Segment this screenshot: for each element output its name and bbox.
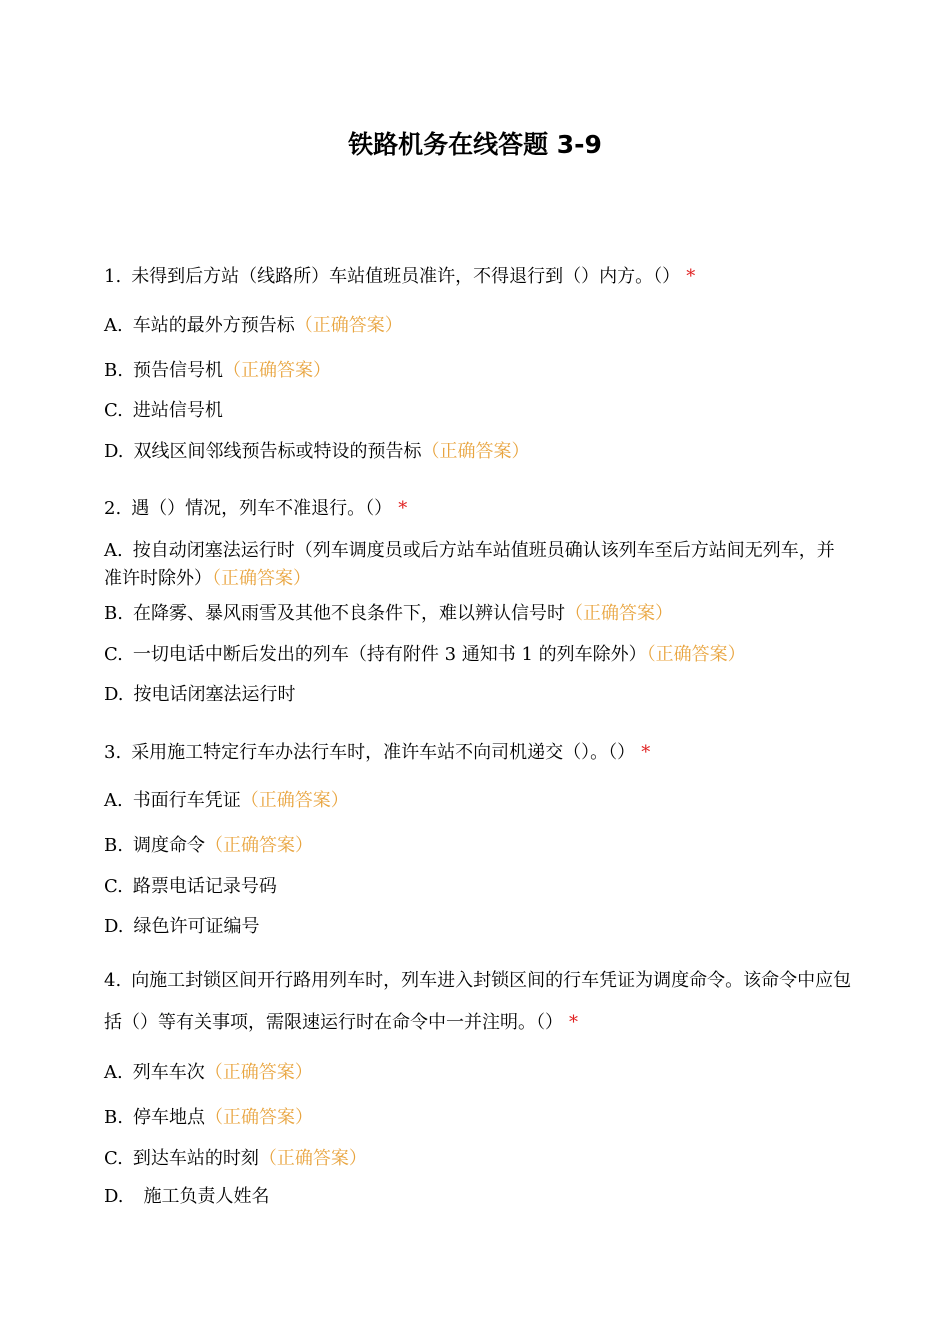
question-number: 2. — [104, 498, 122, 519]
correct-answer-label: （正确答案） — [222, 360, 331, 381]
option-text: 到达车站的时刻 — [132, 1148, 259, 1169]
option-text: 调度命令 — [132, 835, 205, 856]
question-1-option-b — [104, 357, 852, 385]
option-text: 绿色许可证编号 — [133, 916, 260, 937]
option-letter: D. — [104, 1186, 124, 1207]
question-2-option-b — [104, 600, 852, 628]
option-letter: C. — [104, 876, 123, 897]
option-letter: D. — [104, 684, 124, 705]
option-letter: A. — [104, 1062, 123, 1083]
question-2-option-d — [104, 681, 852, 709]
option-text: 书面行车凭证 — [132, 790, 241, 811]
question-4-text — [104, 960, 852, 1044]
question-stem: 未得到后方站（线路所）车站值班员准许，不得退行到（）内方。（） — [131, 266, 681, 287]
correct-answer-label: （正确答案） — [240, 790, 349, 811]
question-4-option-b — [104, 1104, 852, 1132]
question-3-option-d — [104, 913, 852, 941]
question-stem: 向施工封锁区间开行路用列车时，列车进入封锁区间的行车凭证为调度命令。该命令中应包括（）等有关事项，需限速运行时在命令中一并注明。（） — [104, 970, 852, 1033]
question-4-option-d — [104, 1183, 852, 1211]
option-text: 车站的最外方预告标 — [132, 315, 295, 336]
option-letter: B. — [104, 1107, 123, 1128]
correct-answer-label: （正确答案） — [258, 1148, 367, 1169]
option-letter: B. — [104, 603, 123, 624]
option-text: 路票电话记录号码 — [132, 876, 277, 897]
question-3-option-a — [104, 787, 852, 815]
question-stem: 采用施工特定行车办法行车时，准许车站不向司机递交（）。（） — [131, 742, 636, 763]
question-1-text — [104, 262, 852, 292]
required-asterisk: * — [569, 1012, 578, 1033]
correct-answer-label: （正确答案） — [204, 1062, 313, 1083]
option-text: 进站信号机 — [132, 400, 223, 421]
question-1-option-c — [104, 397, 852, 425]
option-text: 按电话闭塞法运行时 — [133, 684, 296, 705]
question-1-option-a — [104, 312, 852, 340]
question-stem: 遇（）情况，列车不准退行。（） — [131, 498, 393, 519]
option-letter: A. — [104, 540, 123, 561]
correct-answer-label: （正确答案） — [294, 315, 403, 336]
option-letter: C. — [104, 400, 123, 421]
correct-answer-label: （正确答案） — [646, 644, 746, 665]
option-text: 施工负责人姓名 — [143, 1186, 270, 1207]
option-text: 停车地点 — [132, 1107, 205, 1128]
question-2-option-a — [104, 537, 852, 593]
correct-answer-label: （正确答案） — [421, 441, 530, 462]
required-asterisk: * — [398, 498, 408, 519]
option-text: 预告信号机 — [132, 360, 223, 381]
option-letter: D. — [104, 441, 124, 462]
required-asterisk: * — [686, 266, 696, 287]
option-letter: C. — [104, 1148, 123, 1169]
question-4-option-a — [104, 1059, 852, 1087]
page-title: 铁路机务在线答题 3-9 — [348, 130, 602, 159]
option-text: 一切电话中断后发出的列车（持有附件 3 通知书 1 的列车除外） — [132, 644, 647, 665]
option-letter: B. — [104, 360, 123, 381]
option-text: 双线区间邻线预告标或特设的预告标 — [133, 441, 422, 462]
option-text: 按自动闭塞法运行时（列车调度员或后方站车站值班员确认该列车至后方站间无列车，并准许时除外） — [104, 540, 835, 589]
option-letter: D. — [104, 916, 124, 937]
question-number: 1. — [104, 266, 122, 287]
option-letter: C. — [104, 644, 123, 665]
option-text: 在降雾、暴风雨雪及其他不良条件下，难以辨认信号时 — [132, 603, 565, 624]
question-3-option-c — [104, 873, 852, 901]
question-number: 4. — [104, 970, 122, 991]
option-letter: A. — [104, 790, 123, 811]
correct-answer-label: （正确答案） — [204, 835, 313, 856]
option-letter: A. — [104, 315, 123, 336]
question-2-text — [104, 494, 852, 524]
correct-answer-label: （正确答案） — [204, 1107, 313, 1128]
question-2-option-c — [104, 641, 852, 669]
question-1-option-d — [104, 438, 852, 466]
option-letter: B. — [104, 835, 123, 856]
option-text: 列车车次 — [132, 1062, 205, 1083]
question-3-text — [104, 738, 852, 768]
required-asterisk: * — [641, 742, 651, 763]
question-number: 3. — [104, 742, 122, 763]
question-4-option-c — [104, 1145, 852, 1173]
correct-answer-label: （正确答案） — [212, 568, 311, 589]
correct-answer-label: （正确答案） — [564, 603, 673, 624]
question-3-option-b — [104, 832, 852, 860]
